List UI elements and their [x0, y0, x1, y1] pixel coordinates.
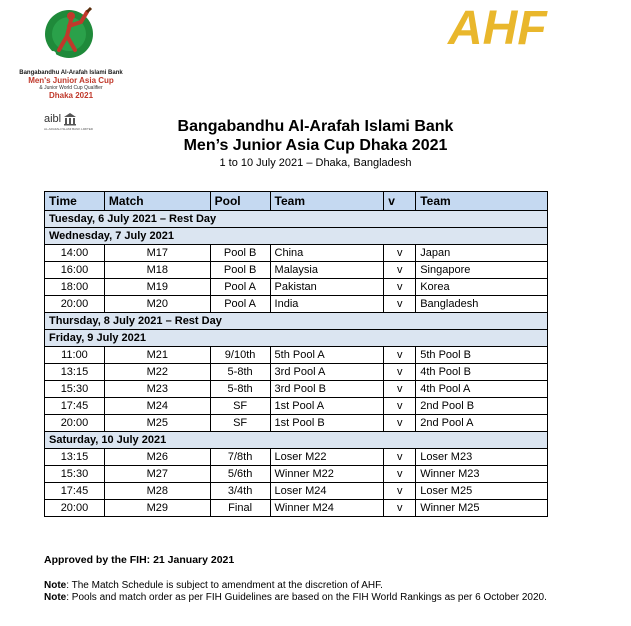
day-header-row [45, 432, 548, 449]
match-match-cell: M23 [104, 381, 210, 398]
match-pool-cell: 3/4th [210, 483, 270, 500]
match-time-cell: 20:00 [45, 296, 105, 313]
day-header-row [45, 228, 548, 245]
match-match-cell: M25 [104, 415, 210, 432]
match-match-cell: M19 [104, 279, 210, 296]
match-pool-cell: SF [210, 398, 270, 415]
match-vs-cell: v [384, 466, 416, 483]
match-match-cell: M18 [104, 262, 210, 279]
match-team1-cell: Loser M24 [270, 483, 384, 500]
match-match-cell: M22 [104, 364, 210, 381]
match-pool-cell: Pool A [210, 279, 270, 296]
match-team2-cell: Singapore [416, 262, 548, 279]
day-header-row [45, 313, 548, 330]
page-title-line-2: Men’s Junior Asia Cup Dhaka 2021 [183, 137, 448, 154]
col-header-match: Match [104, 192, 210, 211]
match-time-cell: 17:45 [45, 483, 105, 500]
logo-line-4: Dhaka 2021 [48, 91, 94, 100]
day-label: Thursday, 8 July 2021 – Rest Day [45, 313, 548, 330]
day-label: Tuesday, 6 July 2021 – Rest Day [45, 211, 548, 228]
match-pool-cell: Pool A [210, 296, 270, 313]
schedule-table [44, 191, 548, 517]
match-team2-cell: Korea [416, 279, 548, 296]
col-header-pool: Pool [210, 192, 270, 211]
match-team2-cell: Bangladesh [416, 296, 548, 313]
match-match-cell: M24 [104, 398, 210, 415]
match-team2-cell: 2nd Pool B [416, 398, 548, 415]
day-header-row [45, 330, 548, 347]
approval-note: Approved by the FIH: 21 January 2021 [44, 554, 235, 566]
match-time-cell: 17:45 [45, 398, 105, 415]
note-1-label: Note [44, 580, 67, 591]
match-pool-cell: 5/6th [210, 466, 270, 483]
match-row [45, 415, 548, 432]
match-vs-cell: v [384, 279, 416, 296]
match-team1-cell: 5th Pool A [270, 347, 384, 364]
day-label: Wednesday, 7 July 2021 [45, 228, 548, 245]
ahf-logo [440, 4, 620, 48]
match-team1-cell: 1st Pool B [270, 415, 384, 432]
sponsor-subtitle: AL-ARAFAH ISLAMI BANK LIMITED [44, 127, 94, 131]
col-header-vs: v [384, 192, 416, 211]
ahf-text: AHF [448, 4, 547, 48]
match-row [45, 347, 548, 364]
match-time-cell: 13:15 [45, 449, 105, 466]
match-row [45, 364, 548, 381]
match-pool-cell: SF [210, 415, 270, 432]
match-row [45, 279, 548, 296]
match-team2-cell: Winner M25 [416, 500, 548, 517]
day-label: Friday, 9 July 2021 [45, 330, 548, 347]
match-match-cell: M29 [104, 500, 210, 517]
col-header-time: Time [45, 192, 105, 211]
match-row [45, 245, 548, 262]
sponsor-text: aibl [44, 113, 62, 125]
match-time-cell: 18:00 [45, 279, 105, 296]
match-team1-cell: Winner M22 [270, 466, 384, 483]
match-team2-cell: 4th Pool A [416, 381, 548, 398]
match-pool-cell: 5-8th [210, 364, 270, 381]
match-pool-cell: Pool B [210, 245, 270, 262]
match-team2-cell: 4th Pool B [416, 364, 548, 381]
match-team1-cell: Loser M22 [270, 449, 384, 466]
match-vs-cell: v [384, 449, 416, 466]
match-team2-cell: Japan [416, 245, 548, 262]
match-vs-cell: v [384, 262, 416, 279]
match-vs-cell: v [384, 415, 416, 432]
logo-line-1: Bangabandhu Al-Arafah Islami Bank [19, 70, 123, 76]
match-row [45, 466, 548, 483]
match-match-cell: M17 [104, 245, 210, 262]
day-header-row [45, 211, 548, 228]
match-time-cell: 13:15 [45, 364, 105, 381]
match-time-cell: 20:00 [45, 500, 105, 517]
day-label: Saturday, 10 July 2021 [45, 432, 548, 449]
match-team2-cell: Loser M25 [416, 483, 548, 500]
match-vs-cell: v [384, 483, 416, 500]
match-time-cell: 16:00 [45, 262, 105, 279]
match-pool-cell: 9/10th [210, 347, 270, 364]
match-vs-cell: v [384, 364, 416, 381]
match-team1-cell: Pakistan [270, 279, 384, 296]
match-match-cell: M27 [104, 466, 210, 483]
match-vs-cell: v [384, 296, 416, 313]
col-header-team1: Team [270, 192, 384, 211]
match-vs-cell: v [384, 381, 416, 398]
match-team1-cell: China [270, 245, 384, 262]
match-team1-cell: Malaysia [270, 262, 384, 279]
match-match-cell: M28 [104, 483, 210, 500]
match-pool-cell: Final [210, 500, 270, 517]
match-row [45, 398, 548, 415]
match-team2-cell: 2nd Pool A [416, 415, 548, 432]
match-row [45, 262, 548, 279]
col-header-team2: Team [416, 192, 548, 211]
match-time-cell: 11:00 [45, 347, 105, 364]
match-vs-cell: v [384, 398, 416, 415]
match-pool-cell: 5-8th [210, 381, 270, 398]
match-team1-cell: 1st Pool A [270, 398, 384, 415]
match-vs-cell: v [384, 347, 416, 364]
match-time-cell: 15:30 [45, 381, 105, 398]
match-row [45, 381, 548, 398]
match-row [45, 500, 548, 517]
match-team1-cell: 3rd Pool A [270, 364, 384, 381]
match-time-cell: 15:30 [45, 466, 105, 483]
table-header-row [45, 192, 548, 211]
note-2 [44, 592, 584, 604]
match-match-cell: M21 [104, 347, 210, 364]
match-vs-cell: v [384, 500, 416, 517]
page-title-line-1: Bangabandhu Al-Arafah Islami Bank [177, 118, 454, 135]
note-1-text: : The Match Schedule is subject to amendment at the discretion of AHF. [66, 580, 383, 591]
match-team2-cell: Loser M23 [416, 449, 548, 466]
logo-line-3: & Junior World Cup Qualifier [39, 85, 103, 91]
match-team1-cell: Winner M24 [270, 500, 384, 517]
tournament-logo [10, 4, 132, 100]
hockey-player-icon [41, 4, 101, 68]
page-subtitle: 1 to 10 July 2021 – Dhaka, Bangladesh [219, 157, 412, 169]
match-row [45, 296, 548, 313]
match-team1-cell: India [270, 296, 384, 313]
match-pool-cell: Pool B [210, 262, 270, 279]
match-time-cell: 14:00 [45, 245, 105, 262]
match-row [45, 449, 548, 466]
logo-line-2: Men's Junior Asia Cup [28, 76, 114, 85]
note-1 [44, 580, 584, 592]
match-time-cell: 20:00 [45, 415, 105, 432]
note-2-text: : Pools and match order as per FIH Guidelines are based on the FIH World Rankings as per 6 October 2020. [66, 592, 547, 603]
match-team2-cell: 5th Pool B [416, 347, 548, 364]
match-pool-cell: 7/8th [210, 449, 270, 466]
match-vs-cell: v [384, 245, 416, 262]
match-row [45, 483, 548, 500]
match-match-cell: M26 [104, 449, 210, 466]
match-match-cell: M20 [104, 296, 210, 313]
note-2-label: Note [44, 592, 67, 603]
match-team1-cell: 3rd Pool B [270, 381, 384, 398]
match-team2-cell: Winner M23 [416, 466, 548, 483]
